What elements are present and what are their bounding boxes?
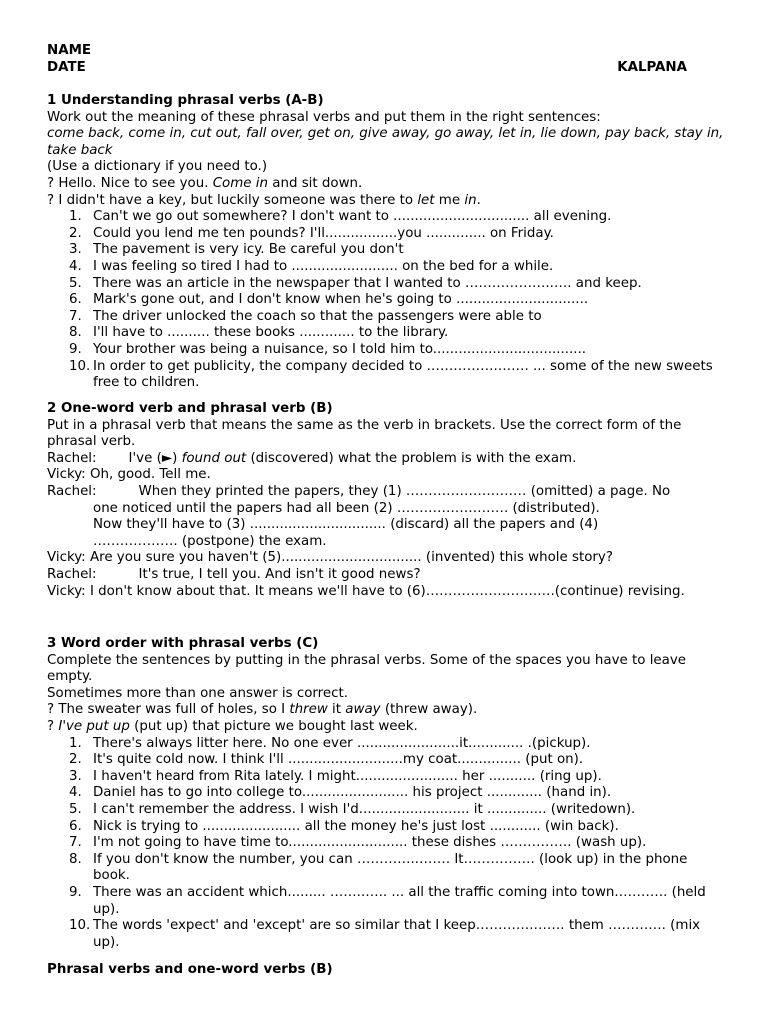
list-item-text: There's always litter here. No one ever ........................it............. .(pickup).: [93, 735, 591, 751]
list-item: 6. Mark's gone out, and I don't know when he's going to ...............................: [69, 292, 589, 308]
list-item: 4. Daniel has to go into college to......................... his project ............. (hand in).: [69, 785, 612, 801]
dialogue-line: [47, 567, 727, 584]
dialogue-line: [47, 451, 727, 468]
list-item-text: In order to get publicity, the company decided to …………….……. ... some of the new sweets free to children.: [93, 358, 713, 391]
dialogue-line: Now they'll have to (3) ................................ (discard) all the papers and (4): [93, 517, 599, 533]
example-text: (threw away).: [380, 702, 478, 718]
list-item-text: I'll have to .......... these books ............. to the library.: [93, 325, 449, 341]
section-2-instruction: Put in a phrasal verb that means the same as the verb in brackets. Use the correct form of the phrasal verb.: [47, 417, 682, 450]
list-item-text: The driver unlocked the coach so that the passengers were able to: [93, 308, 542, 324]
dialogue-line: ………………. (postpone) the exam.: [93, 533, 327, 549]
example-text: ? Hello. Nice to see you.: [47, 175, 213, 191]
list-item-text: I haven't heard from Rita lately. I might........................ her ........... (ring up).: [93, 768, 602, 784]
dialogue-text: When they printed the papers, they (1) ……………………… (omitted) a page. No: [138, 483, 671, 499]
section-1-note: (Use a dictionary if you need to.): [47, 159, 268, 175]
list-item: 9. There was an accident which......... ……..….. ... all the traffic coming into town.……….. (held up).: [69, 884, 706, 917]
section-3: [47, 636, 727, 951]
list-item: 1. Can't we go out somewhere? I don't want to ................................ all evening.: [69, 209, 612, 225]
speaker-label: Rachel:: [47, 483, 97, 499]
example-text: me: [434, 192, 465, 208]
list-item: 5. I can't remember the address. I wish I'd.......................... it .............. (writedown).: [69, 801, 636, 817]
section-3-list: [47, 736, 727, 952]
section-1-word-list: [47, 126, 727, 159]
dialogue-line: Vicky: Oh, good. Tell me.: [47, 467, 211, 483]
section-3-instruction: Complete the sentences by putting in the phrasal verbs. Some of the spaces you have to leave empty.: [47, 652, 687, 685]
list-item: 8. If you don't know the number, you can …………..……. It……………. (look up) in the phone book.: [69, 851, 688, 884]
section-3-example-1: [47, 702, 727, 719]
list-item: 10. The words 'expect' and 'except' are so similar that I keep………….……. them …………. (mix up).: [69, 918, 701, 950]
list-item: 2. It's quite cold now. I think I'll ...........................my coat............... (put on).: [69, 752, 584, 768]
example-text: and sit down.: [268, 175, 363, 191]
list-item: 3. I haven't heard from Rita lately. I might........................ her ........... (ring up).: [69, 768, 602, 784]
example-text: ? The sweater was full of holes, so I: [47, 702, 290, 718]
list-item: 1. There's always litter here. No one ever ........................it............. .(pickup).: [69, 735, 591, 751]
list-item-text: Nick is trying to ....................... all the money he's just lost ............ (win back).: [93, 818, 619, 834]
date-row: [47, 60, 687, 77]
section-3-example-2: [47, 719, 727, 736]
list-item: 4. I was feeling so tired I had to ......................... on the bed for a while.: [69, 258, 554, 274]
list-item-text: Can't we go out somewhere? I don't want to ................................ all evening.: [93, 209, 612, 225]
list-item-text: Mark's gone out, and I don't know when he's going to ...............................: [93, 292, 589, 308]
list-item: 5. There was an article in the newspaper that I wanted to ………………..…. and keep.: [69, 275, 642, 291]
section-3-note: Sometimes more than one answer is correct.: [47, 685, 348, 701]
section-1: [47, 93, 727, 392]
section-3-title: 3 Word order with phrasal verbs (C): [47, 636, 319, 651]
section-1-list: [47, 209, 727, 392]
section-4-title: Phrasal verbs and one-word verbs (B): [47, 962, 333, 977]
list-item: 7. I'm not going to have time to............................ these dishes ……………. (wash up).: [69, 835, 647, 851]
list-item: 7. The driver unlocked the coach so that the passengers were able to: [69, 308, 542, 324]
name-label: NAME: [47, 43, 92, 58]
list-item-text: If you don't know the number, you can …………..……. It……………. (look up) in the phone book.: [93, 851, 688, 884]
word-list-text: come back, come in, cut out, fall over, get on, give away, go away, let in, lie down, pay back, stay in, take back: [47, 126, 724, 158]
section-1-instruction: Work out the meaning of these phrasal verbs and put them in the right sentences:: [47, 109, 601, 125]
list-item-text: Your brother was being a nuisance, so I told him to....................................: [93, 341, 587, 357]
list-item: 2. Could you lend me ten pounds? I'll.................you .............. on Friday.: [69, 225, 554, 241]
author-name: KALPANA: [617, 59, 687, 75]
dialogue-line: one noticed until the papers had all been (2) ……………………. (distributed).: [93, 500, 600, 516]
list-item-text: There was an accident which......... ……..….. ... all the traffic coming into town.……….. (held up).: [93, 884, 706, 917]
section-2: [47, 401, 727, 600]
list-item: 8. I'll have to .......... these books ............. to the library.: [69, 325, 449, 341]
list-item-text: I can't remember the address. I wish I'd.......................... it .............. (writedown).: [93, 801, 636, 817]
list-item-text: There was an article in the newspaper that I wanted to ………………..…. and keep.: [93, 275, 642, 291]
example-text: ? I didn't have a key, but luckily someone was there to: [47, 192, 418, 208]
dialogue-text: (discovered) what the problem is with the exam.: [246, 450, 577, 466]
dialogue-line: [47, 484, 727, 501]
section-1-example-1: [47, 176, 727, 193]
example-text: .: [476, 192, 481, 208]
worksheet-header: [47, 43, 687, 76]
list-item-text: The pavement is very icy. Be careful you don't: [93, 242, 404, 258]
section-1-title: 1 Understanding phrasal verbs (A-B): [47, 93, 324, 108]
dialogue-line: Vicky: I don't know about that. It means we'll have to (6)…………………….….(continue) revising.: [47, 583, 685, 599]
example-answer: found out: [181, 450, 247, 466]
list-item-text: Could you lend me ten pounds? I'll.................you .............. on Friday.: [93, 225, 554, 241]
list-item-text: I'm not going to have time to............................ these dishes ……………. (wash up).: [93, 835, 647, 851]
list-item: 3. The pavement is very icy. Be careful you don't: [69, 242, 404, 258]
example-answer: away: [345, 702, 381, 718]
dialogue-text: I've (►): [128, 450, 182, 466]
example-text: ?: [47, 718, 59, 734]
dialogue-text: It's true, I tell you. And isn't it good news?: [138, 566, 421, 582]
speaker-label: Rachel:: [47, 566, 97, 582]
example-text: it: [327, 702, 346, 718]
section-4: [47, 962, 727, 979]
example-answer: let: [417, 192, 435, 208]
section-1-example-2: [47, 193, 727, 210]
example-text: (put up) that picture we bought last week.: [129, 718, 418, 734]
example-answer: I've put up: [58, 718, 130, 734]
speaker-label: Rachel:: [47, 450, 97, 466]
example-answer: in: [464, 192, 477, 208]
list-item: 6. Nick is trying to ....................... all the money he's just lost ............ (win back).: [69, 818, 619, 834]
example-answer: threw: [289, 702, 328, 718]
list-item-text: Daniel has to go into college to......................... his project ............. (hand in).: [93, 785, 612, 801]
list-item: 9. Your brother was being a nuisance, so I told him to....................................: [69, 341, 587, 357]
list-item-text: I was feeling so tired I had to ......................... on the bed for a while.: [93, 258, 554, 274]
example-answer: Come in: [212, 175, 268, 191]
list-item: 10. In order to get publicity, the company decided to …………….……. ... some of the new sweets free to children.: [69, 358, 713, 391]
section-2-title: 2 One-word verb and phrasal verb (B): [47, 401, 333, 416]
list-item-text: It's quite cold now. I think I'll ...........................my coat............... (put on).: [93, 752, 584, 768]
dialogue-line: Vicky: Are you sure you haven't (5)................................. (invented) this whole story?: [47, 550, 613, 566]
date-label: DATE: [47, 59, 86, 75]
list-item-text: The words 'expect' and 'except' are so similar that I keep………….……. them …………. (mix up).: [93, 918, 701, 950]
